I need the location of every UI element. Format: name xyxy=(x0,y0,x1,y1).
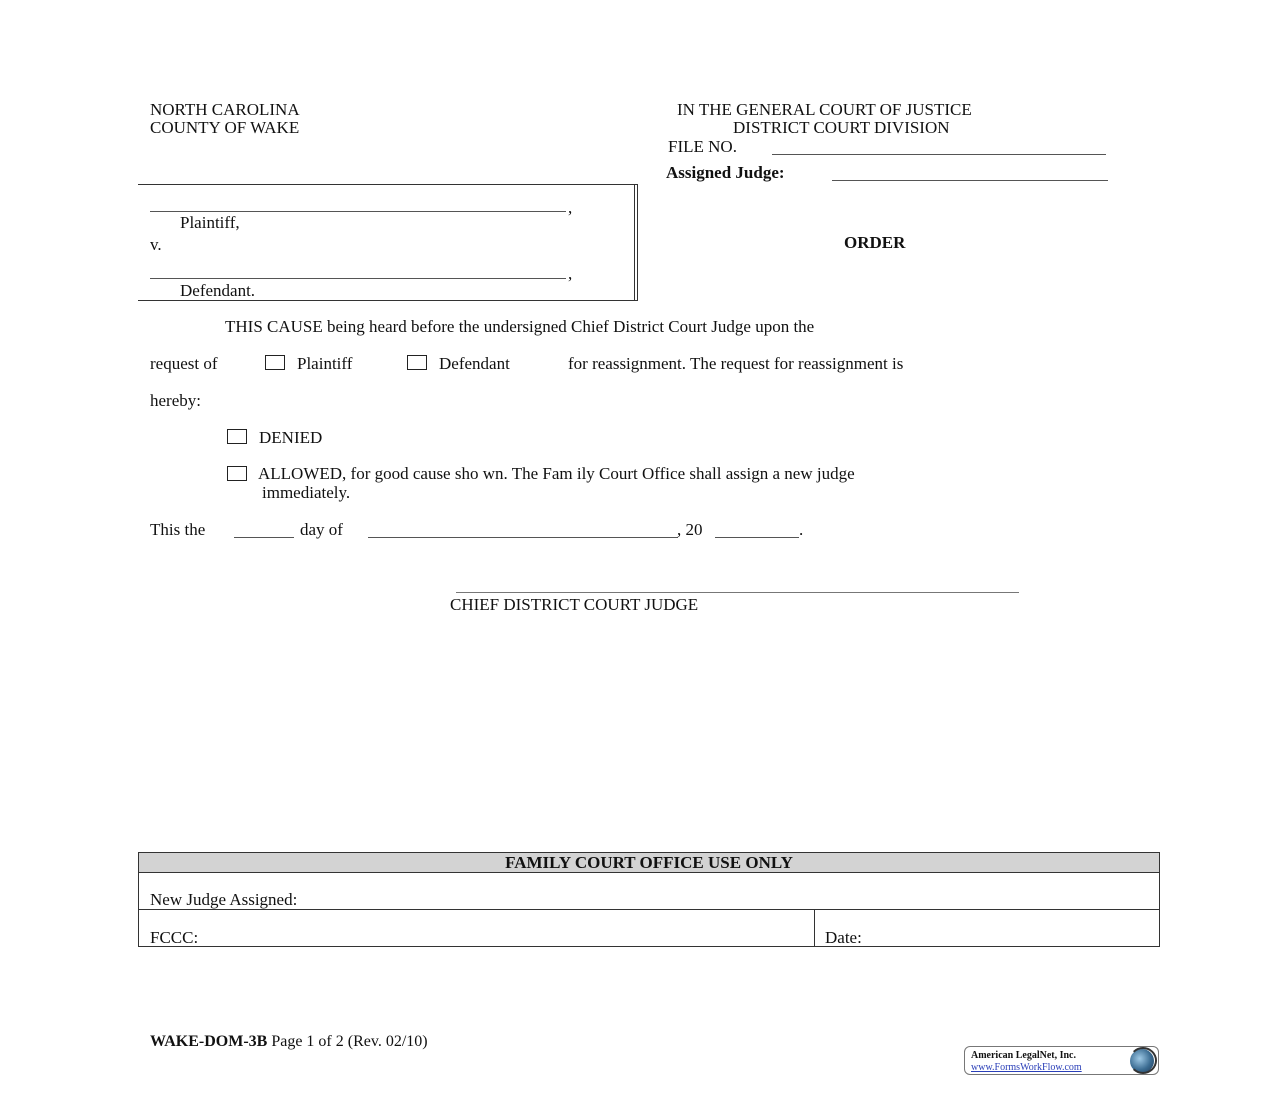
allowed-label: ALLOWED, for good cause sho wn. The Fam ily Court Office shall assign a new judge xyxy=(258,464,855,483)
defendant-option-label: Defendant xyxy=(439,354,510,373)
date-day-field[interactable] xyxy=(234,537,294,538)
globe-ring-icon xyxy=(1129,1047,1157,1074)
date-month-field[interactable] xyxy=(368,537,678,538)
date-year-prefix: , 20 xyxy=(677,520,703,539)
allowed-checkbox[interactable] xyxy=(227,466,247,481)
fccc-label: FCCC: xyxy=(150,928,199,947)
reassignment-text: for reassignment. The request for reassignment is xyxy=(568,354,904,373)
court-name: IN THE GENERAL COURT OF JUSTICE xyxy=(677,100,972,119)
new-judge-label: New Judge Assigned: xyxy=(150,890,298,909)
request-of-label: request of xyxy=(150,354,218,373)
legalnet-logo xyxy=(964,1046,1159,1075)
office-date-label: Date: xyxy=(825,928,862,947)
plaintiff-name-field[interactable] xyxy=(150,211,566,212)
state-name: NORTH CAROLINA xyxy=(150,100,300,119)
defendant-checkbox[interactable] xyxy=(407,355,427,370)
form-footer xyxy=(150,1034,428,1050)
plaintiff-checkbox[interactable] xyxy=(265,355,285,370)
assigned-judge-label: Assigned Judge: xyxy=(666,163,785,182)
order-title: ORDER xyxy=(844,233,906,252)
denied-label: DENIED xyxy=(259,428,323,447)
defendant-comma: , xyxy=(568,264,573,283)
form-id: WAKE-DOM-3B xyxy=(150,1033,268,1050)
logo-url-link[interactable]: www.FormsWorkFlow.com xyxy=(971,1062,1082,1073)
date-year-field[interactable] xyxy=(715,537,799,538)
court-division: DISTRICT COURT DIVISION xyxy=(733,118,950,137)
assigned-judge-field[interactable] xyxy=(832,180,1108,181)
versus-label: v. xyxy=(150,235,162,254)
allowed-continuation: immediately. xyxy=(262,483,351,502)
defendant-name-field[interactable] xyxy=(150,278,566,279)
date-period: . xyxy=(799,520,804,539)
denied-checkbox[interactable] xyxy=(227,429,247,444)
hereby-label: hereby: xyxy=(150,391,201,410)
page-info: Page 1 of 2 (Rev. 02/10) xyxy=(271,1033,428,1050)
date-this-the: This the xyxy=(150,520,206,539)
plaintiff-comma: , xyxy=(568,198,573,217)
judge-signature-line[interactable] xyxy=(456,592,1019,593)
plaintiff-label: Plaintiff, xyxy=(180,213,240,232)
date-day-of: day of xyxy=(300,520,343,539)
logo-company: American LegalNet, Inc. xyxy=(971,1050,1076,1061)
file-no-field[interactable] xyxy=(772,154,1106,155)
defendant-label: Defendant. xyxy=(180,281,256,300)
body-line-1: THIS CAUSE being heard before the undersigned Chief District Court Judge upon the xyxy=(225,317,815,336)
county-name: COUNTY OF WAKE xyxy=(150,118,300,137)
plaintiff-option-label: Plaintiff xyxy=(297,354,353,373)
file-no-label: FILE NO. xyxy=(668,137,737,156)
office-use-title: FAMILY COURT OFFICE USE ONLY xyxy=(139,853,1159,873)
signature-label: CHIEF DISTRICT COURT JUDGE xyxy=(450,595,699,614)
